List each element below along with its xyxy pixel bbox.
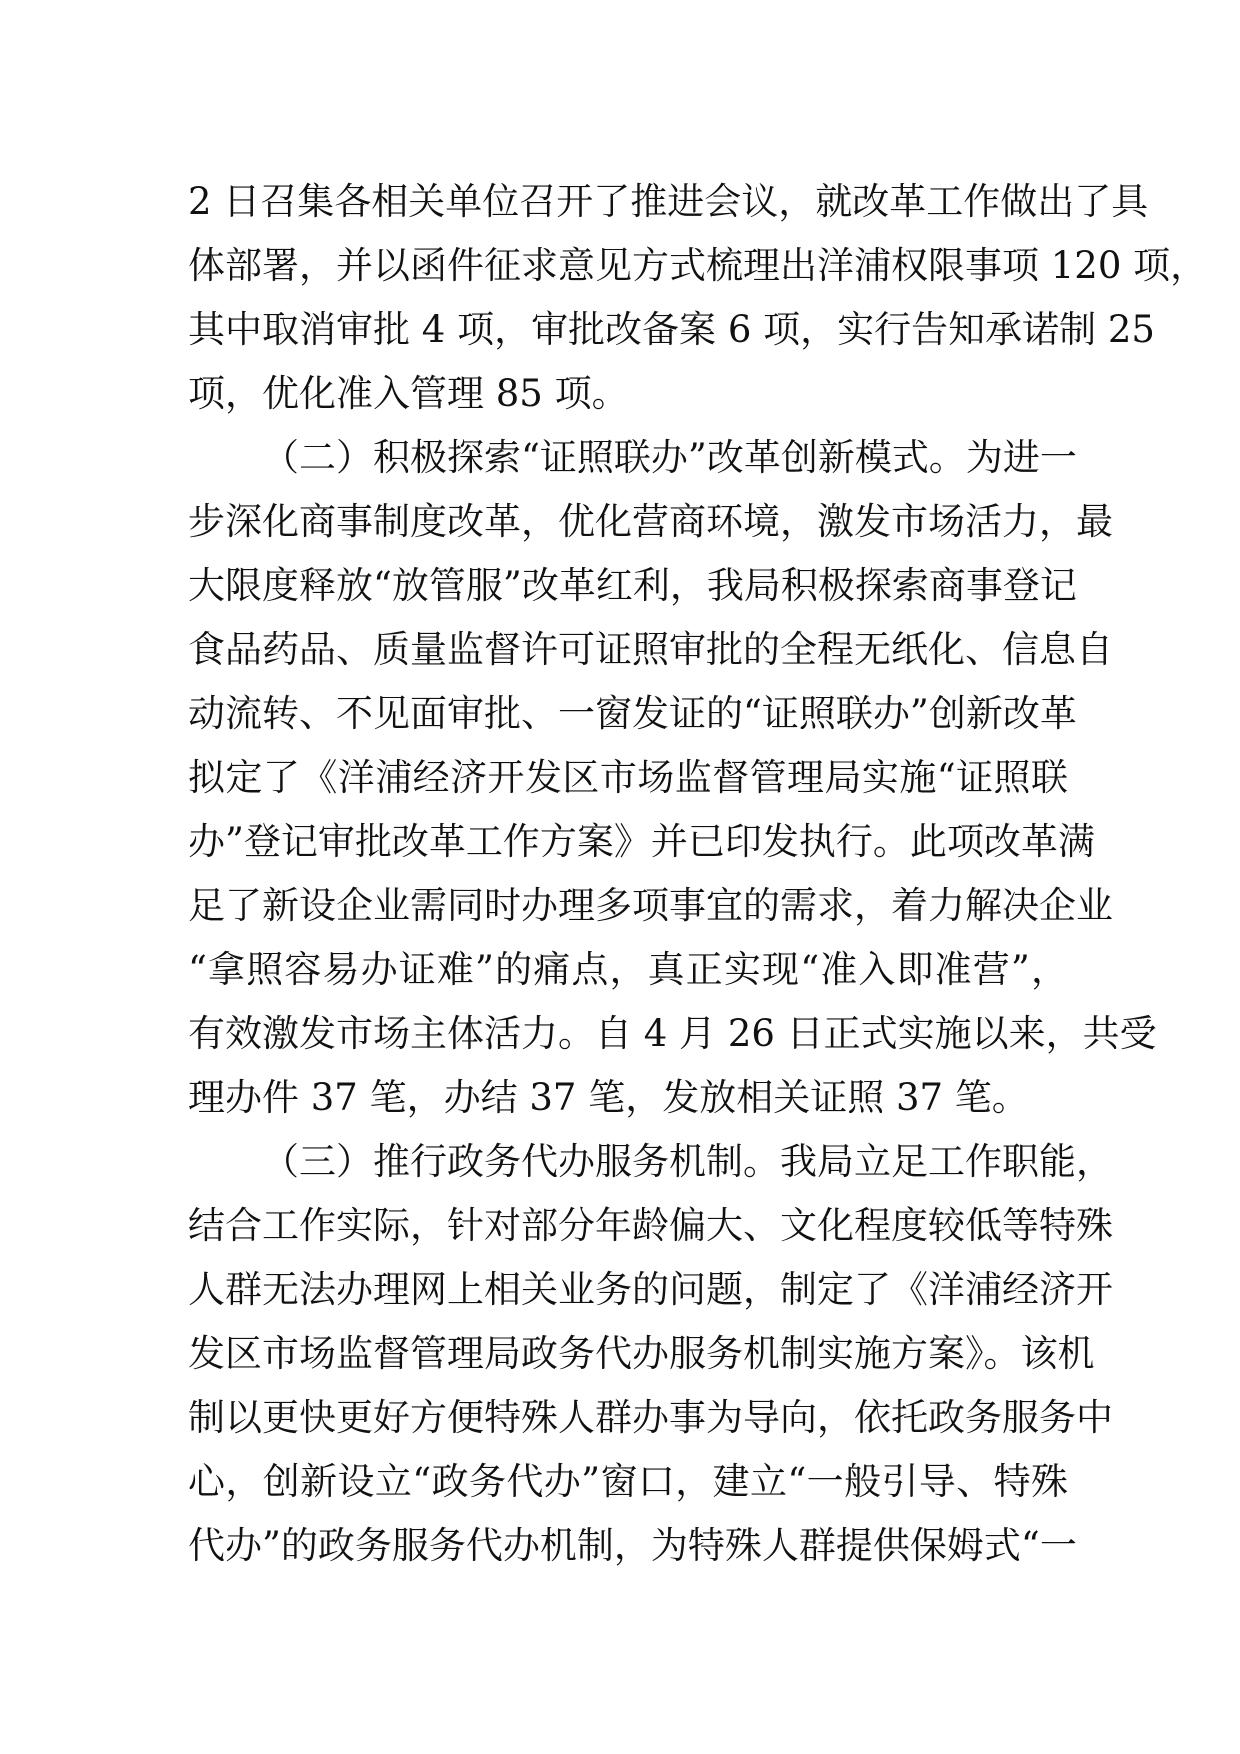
text-line-1: 2 日召集各相关单位召开了推进会议，就改革工作做出了具 — [188, 180, 1149, 223]
text-line-13: “拿照容易办证难”的痛点，真正实现“准入即准营”， — [188, 948, 1068, 991]
text-line-9: 动流转、不见面审批、一窗发证的“证照联办”创新改革 — [188, 692, 1077, 735]
text-line-22: 代办”的政务服务代办机制，为特殊人群提供保姆式“一 — [188, 1524, 1077, 1567]
section-three-heading-line: （三）推行政务代办服务机制。我局立足工作职能， — [262, 1140, 1113, 1183]
text-line-4: 项，优化准入管理 85 项。 — [188, 372, 629, 415]
text-line-18: 人群无法办理网上相关业务的问题，制定了《洋浦经济开 — [188, 1268, 1113, 1311]
text-line-12: 足了新设企业需同时办理多项事宜的需求，着力解决企业 — [188, 884, 1113, 927]
text-line-7: 大限度释放“放管服”改革红利，我局积极探索商事登记 — [188, 564, 1077, 607]
text-line-17: 结合工作实际，针对部分年龄偏大、文化程度较低等特殊 — [188, 1204, 1113, 1247]
text-line-21: 心，创新设立“政务代办”窗口，建立“一般引导、特殊 — [188, 1460, 1068, 1503]
text-line-2: 体部署，并以函件征求意见方式梳理出洋浦权限事项 120 项， — [188, 244, 1208, 287]
text-line-11: 办”登记审批改革工作方案》并已印发执行。此项改革满 — [188, 820, 1095, 863]
text-line-19: 发区市场监督管理局政务代办服务机制实施方案》。该机 — [188, 1332, 1095, 1375]
text-line-3: 其中取消审批 4 项，审批改备案 6 项，实行告知承诺制 25 — [188, 308, 1155, 351]
text-line-14: 有效激发市场主体活力。自 4 月 26 日正式实施以来，共受 — [188, 1012, 1157, 1055]
body-text — [188, 170, 1208, 1578]
text-line-10: 拟定了《洋浦经济开发区市场监督管理局实施“证照联 — [188, 756, 1068, 799]
text-line-6: 步深化商事制度改革，优化营商环境，激发市场活力，最 — [188, 500, 1113, 543]
section-two-heading-line: （二）积极探索“证照联办”改革创新模式。为进一 — [262, 436, 1077, 479]
text-line-20: 制以更快更好方便特殊人群办事为导向，依托政务服务中 — [188, 1396, 1113, 1439]
text-line-15: 理办件 37 笔，办结 37 笔，发放相关证照 37 笔。 — [188, 1076, 1029, 1119]
text-line-8: 食品药品、质量监督许可证照审批的全程无纸化、信息自 — [188, 628, 1113, 671]
